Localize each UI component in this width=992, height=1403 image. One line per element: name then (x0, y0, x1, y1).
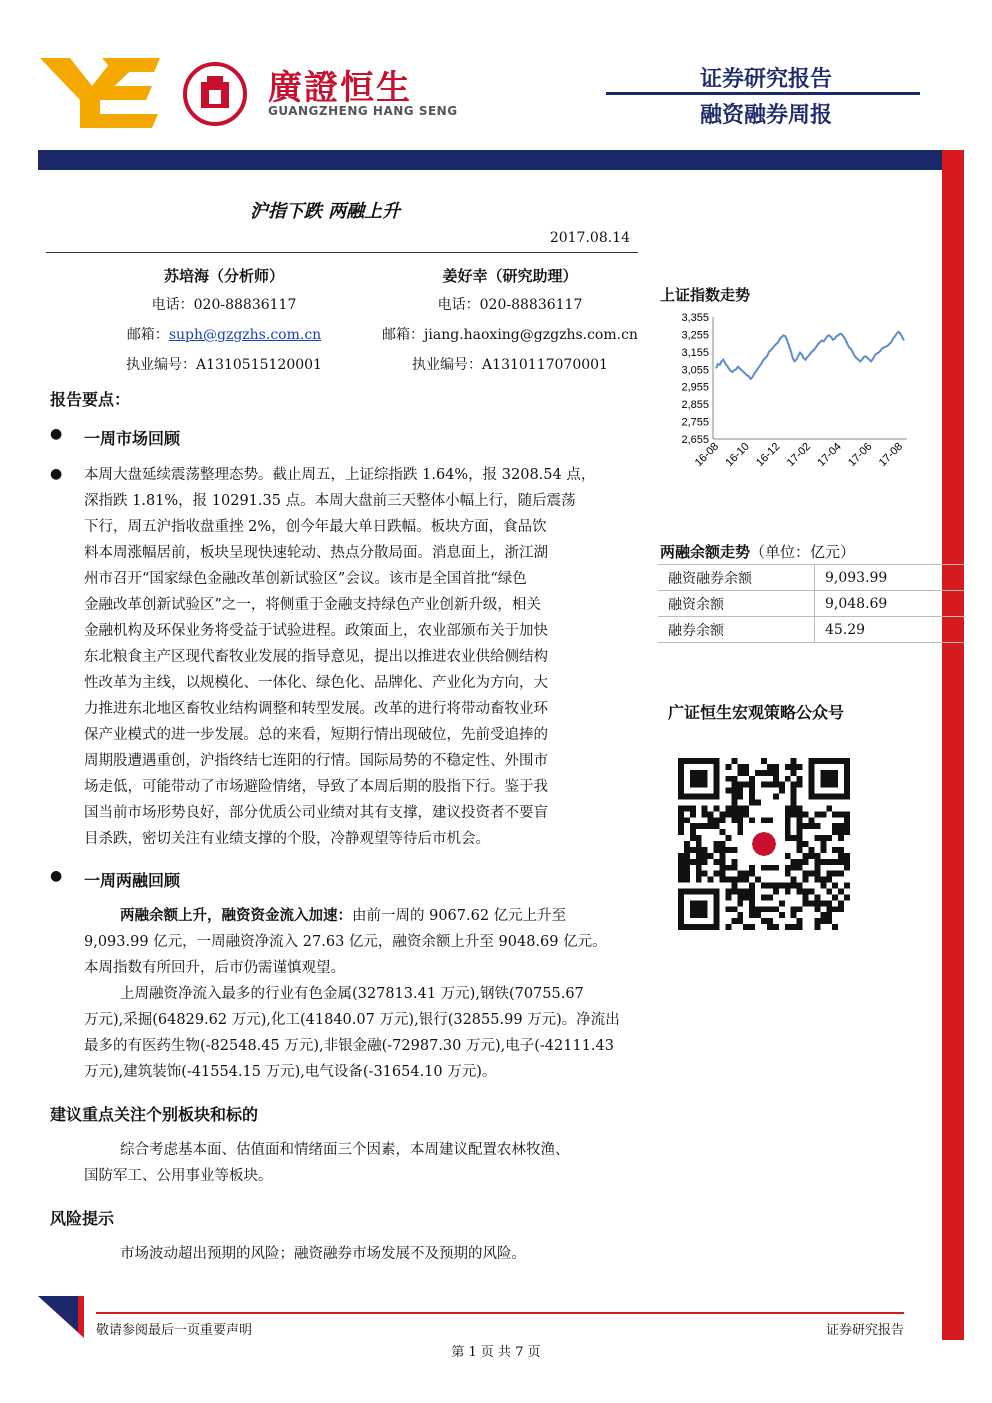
paragraph-line: 料本周涨幅居前，板块呈现快速轮动、热点分散局面。消息面上，浙江湖 (84, 545, 548, 561)
page-number: 第 1 页 共 7 页 (451, 1345, 541, 1360)
paragraph-line: 金融机构及环保业务将受益于试验进程。政策面上，农业部颁布关于加快 (84, 623, 548, 639)
paragraph-line: 上周融资净流入最多的行业有色金属(327813.41 万元),钢铁(70755.67 (120, 986, 584, 1002)
author-email-label: 邮箱： (382, 327, 425, 343)
x-axis (693, 439, 907, 469)
qr-title: 广证恒生宏观策略公众号 (668, 703, 845, 722)
key-points-heading: 报告要点： (50, 390, 131, 409)
x-tick-label: 16-12 (754, 440, 783, 470)
table-cell-label: 融券余额 (658, 617, 815, 643)
paragraph-line: 金融改革创新试验区”之一，将侧重于金融支持绿色产业创新升级，相关 (84, 597, 541, 613)
y-tick-label: 3,155 (681, 346, 709, 359)
y-tick-label: 2,855 (681, 399, 709, 412)
report-date: 2017.08.14 (549, 230, 630, 246)
y-axis (681, 312, 713, 446)
author-license: 执业编号：A1310515120001 (126, 357, 322, 373)
author-name: 姜好幸（研究助理） (442, 267, 578, 285)
paragraph-line: 综合考虑基本面、估值面和情绪面三个因素，本周建议配置农林牧渔、 (120, 1142, 570, 1158)
paragraph-text: 由前一周的 9067.62 亿元上升至 (352, 908, 567, 924)
risk-paragraph (84, 1241, 640, 1267)
author-email[interactable]: jiang.haoxing@gzgzhs.com.cn (424, 327, 638, 343)
chart-title: 上证指数走势 (660, 286, 751, 304)
table-cell-value: 9,093.99 (815, 565, 966, 591)
author-phone: 电话：020-88836117 (437, 297, 583, 313)
author-email-row (84, 324, 364, 344)
footer-disclaimer: 敬请参阅最后一页重要声明 (96, 1323, 253, 1338)
y-tick-label: 2,655 (681, 434, 709, 446)
qr-code-icon[interactable] (678, 757, 850, 931)
y-tick-label: 3,055 (681, 364, 709, 377)
table-cell-value: 9,048.69 (815, 591, 966, 617)
bullet-dot-icon: ● (50, 426, 63, 442)
market-review-paragraph (84, 462, 640, 852)
table-cell-label: 融资融券余额 (658, 565, 815, 591)
author-phone: 电话：020-88836117 (151, 297, 297, 313)
section-heading: 一周两融回顾 (84, 871, 181, 890)
author-email-link[interactable]: suph@gzgzhs.com.cn (168, 327, 322, 343)
paragraph-line: 保产业模式的进一步发展。总的来看，短期行情出现破位，先前受追捧的 (84, 727, 548, 743)
report-title: 沪指下跌 两融上升 (249, 201, 401, 222)
paragraph-line: 国防军工、公用事业等板块。 (84, 1168, 273, 1184)
section-heading: 风险提示 (50, 1209, 115, 1228)
paragraph-line: 本周指数有所回升，后市仍需谨慎观望。 (84, 960, 345, 976)
footer-doc-type: 证券研究报告 (825, 1323, 904, 1338)
paragraph-line: 深指跌 1.81%，报 10291.35 点。本周大盘前三天整体小幅上行，随后震荡 (84, 493, 576, 509)
paragraph-line: 最多的有医药生物(-82548.45 万元),非银金融(-72987.30 万元),电子(-42111.43 (84, 1038, 614, 1054)
paragraph-line: 州市召开“国家绿色金融改革创新试验区”会议。该市是全国首批“绿色 (84, 571, 527, 587)
margin-balance-table (658, 564, 965, 643)
paragraph-line: 国当前市场形势良好，部分优质公司业绩对其有支撑，建议投资者不要盲 (84, 805, 548, 821)
x-tick-label: 17-02 (784, 440, 814, 470)
margin-title-main: 两融余额走势 (660, 543, 751, 561)
paragraph-line: 本周大盘延续震荡整理态势。截止周五，上证综指跌 1.64%，报 3208.54 点， (84, 467, 596, 483)
table-row (658, 591, 965, 617)
side-band (942, 150, 964, 1340)
x-tick-label: 17-08 (876, 440, 906, 470)
index-line-chart (655, 305, 915, 495)
x-tick-label: 17-06 (846, 440, 875, 470)
section-heading: 一周市场回顾 (84, 429, 181, 448)
paragraph-line: 万元),建筑装饰(-41554.15 万元),电气设备(-31654.10 万元)。 (84, 1064, 497, 1080)
brand-name-cn: 廣證恒生 (268, 68, 412, 108)
paragraph-line: 周期股遭遇重创，沪指终结七连阳的行情。国际局势的不稳定性、外围市 (84, 753, 548, 769)
x-tick-label: 16-10 (723, 440, 752, 470)
header-band (38, 150, 962, 170)
paragraph-line: 力推进东北地区畜牧业结构调整和转型发展。改革的进行将带动畜牧业环 (84, 701, 548, 717)
author-name: 苏培海（分析师） (163, 267, 284, 285)
paragraph-line (84, 903, 640, 929)
footer-rule (96, 1312, 904, 1314)
author-block (380, 265, 640, 374)
table-row (658, 565, 965, 591)
company-logo-icon (40, 58, 160, 128)
margin-lead: 两融余额上升，融资资金流入加速： (120, 907, 352, 924)
index-series-line (716, 332, 904, 379)
paragraph-line: 目杀跌，密切关注有业绩支撑的个股，冷静观望等待后市机会。 (84, 831, 490, 847)
author-email-row (380, 324, 640, 344)
margin-balance-title (660, 541, 855, 562)
y-tick-label: 3,355 (681, 312, 709, 324)
footer-triangle-icon (38, 1296, 84, 1338)
brand-name-en: GUANGZHENG HANG SENG (268, 104, 458, 118)
title-rule (46, 252, 638, 253)
paragraph-line: 性改革为主线，以规模化、一体化、绿色化、品牌化、产业化为方向，大 (84, 675, 548, 691)
header-rule (606, 92, 920, 95)
y-tick-label: 2,955 (681, 381, 709, 394)
paragraph-line: 场走低，可能带动了市场避险情绪，导致了本周后期的股指下行。鉴于我 (84, 779, 548, 795)
x-tick-label: 17-04 (815, 440, 844, 470)
section-heading: 建议重点关注个别板块和标的 (50, 1105, 259, 1124)
paragraph-line: 下行，周五沪指收盘重挫 2%，创今年最大单日跌幅。板块方面，食品饮 (84, 519, 547, 535)
x-tick-label: 16-08 (692, 440, 722, 470)
y-tick-label: 3,255 (681, 329, 709, 342)
paragraph-line: 9,093.99 亿元，一周融资净流入 27.63 亿元，融资余额上升至 9048.69 亿元。 (84, 934, 607, 950)
bullet-dot-icon: ● (50, 868, 63, 884)
table-cell-label: 融资余额 (658, 591, 815, 617)
recommend-paragraph (84, 1137, 640, 1189)
table-row (658, 617, 965, 643)
author-license: 执业编号：A1310117070001 (412, 357, 608, 373)
paragraph-line: 东北粮食主产区现代畜牧业发展的指导意见，提出以推进农业供给侧结构 (84, 649, 548, 665)
margin-title-unit: （单位：亿元） (750, 543, 856, 561)
y-tick-label: 2,755 (681, 416, 709, 429)
margin-review-paragraph (84, 903, 640, 1085)
author-block (84, 265, 364, 374)
table-cell-value: 45.29 (815, 617, 966, 643)
report-series: 融资融券周报 (699, 103, 832, 128)
paragraph-line: 市场波动超出预期的风险；融资融券市场发展不及预期的风险。 (120, 1246, 526, 1262)
company-seal-icon (183, 62, 247, 126)
author-email-label: 邮箱： (126, 327, 169, 343)
bullet-dot-icon: ● (50, 466, 63, 482)
report-category: 证券研究报告 (699, 67, 832, 92)
paragraph-line: 万元),采掘(64829.62 万元),化工(41840.07 万元),银行(32855.99 万元)。净流出 (84, 1012, 620, 1028)
